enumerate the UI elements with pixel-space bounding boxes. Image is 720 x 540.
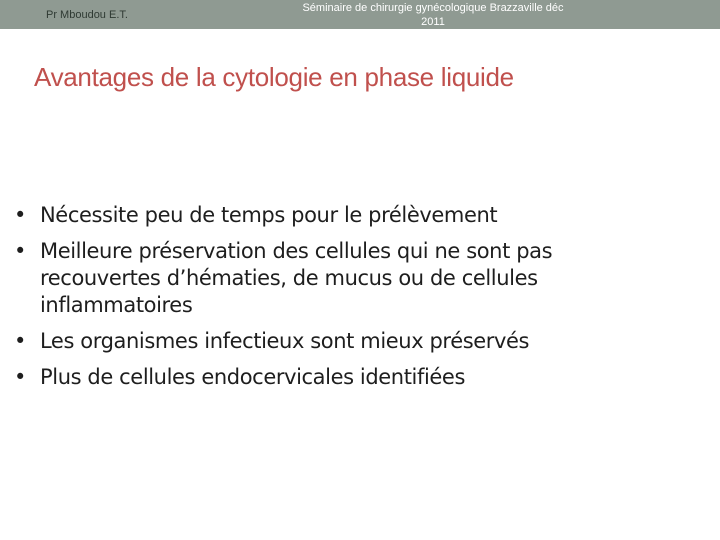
bullet-item: • Meilleure préservation des cellules qui ne sont pas recouvertes d’hématies, de mucus ou de cellules inflammatoires — [14, 238, 654, 319]
author-label: Pr Mboudou E.T. — [46, 9, 128, 21]
bullet-item: • Plus de cellules endocervicales identifiées — [14, 364, 654, 391]
bullet-item: • Les organismes infectieux sont mieux préservés — [14, 328, 654, 355]
event-label-line1: Séminaire de chirurgie gynécologique Brazzaville déc — [302, 2, 564, 14]
event-label-line2: 2011 — [421, 16, 445, 28]
event-label — [275, 1, 591, 29]
slide-title: Avantages de la cytologie en phase liquide — [34, 62, 514, 92]
bullet-list — [14, 202, 654, 400]
header-bar — [0, 0, 720, 29]
bullet-item: • Nécessite peu de temps pour le prélèvement — [14, 202, 654, 229]
